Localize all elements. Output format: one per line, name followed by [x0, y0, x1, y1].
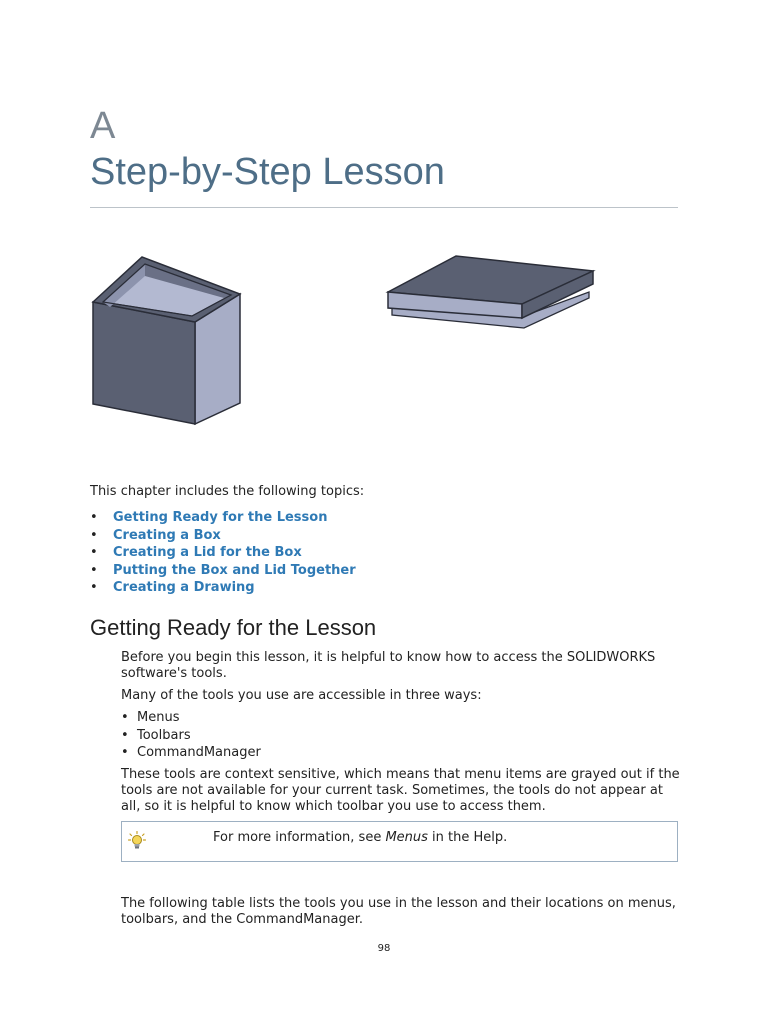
note-text-after: in the Help. — [427, 830, 508, 845]
topic-link-creating-drawing[interactable]: Creating a Drawing — [113, 580, 255, 595]
list-item — [90, 544, 356, 562]
list-item — [90, 527, 356, 545]
paragraph-three-ways: Many of the tools you use are accessible in three ways: — [121, 688, 482, 703]
way-commandmanager: CommandManager — [137, 745, 261, 760]
list-item — [121, 744, 261, 762]
title-divider — [90, 207, 678, 208]
lightbulb-icon — [128, 831, 146, 851]
topic-link-creating-box[interactable]: Creating a Box — [113, 527, 221, 543]
bullet: • — [90, 527, 98, 543]
note-text-before: For more information, see — [213, 830, 386, 845]
intro-text: This chapter includes the following topics: — [90, 484, 365, 499]
page-number: 98 — [377, 943, 391, 954]
bullet: • — [90, 562, 98, 578]
note-box — [121, 821, 678, 862]
paragraph-table-intro: The following table lists the tools you use in the lesson and their locations on menus, toolbars, and the CommandManager. — [121, 896, 676, 927]
paragraph-access-tools: Before you begin this lesson, it is helpful to know how to access the SOLIDWORKS software's tools. — [121, 650, 656, 681]
bullet: • — [121, 745, 129, 760]
list-item — [90, 509, 356, 527]
bullet: • — [90, 510, 98, 525]
paragraph-context-sensitive: These tools are context sensitive, which means that menu items are grayed out if the tools are not available for your current task. Sometimes, the tools do not appear at all, so it is helpful to know which toolbar you use to access them. — [121, 767, 680, 814]
topics-list — [90, 509, 356, 597]
list-item — [90, 579, 356, 597]
topic-link-getting-ready[interactable]: Getting Ready for the Lesson — [113, 510, 328, 525]
bullet: • — [121, 710, 129, 725]
topic-link-creating-lid[interactable]: Creating a Lid for the Box — [113, 545, 302, 560]
box-model-illustration — [88, 252, 248, 430]
note-text — [213, 830, 507, 846]
bullet: • — [121, 727, 129, 743]
bullet: • — [90, 580, 98, 595]
list-item — [121, 727, 261, 745]
lid-model-illustration — [384, 252, 598, 332]
topic-link-putting-together[interactable]: Putting the Box and Lid Together — [113, 562, 356, 578]
bullet: • — [90, 545, 98, 560]
list-item — [90, 562, 356, 580]
section-heading: Getting Ready for the Lesson — [90, 615, 377, 640]
ways-list — [121, 709, 261, 762]
chapter-title: Step-by-Step Lesson — [90, 151, 445, 193]
way-toolbars: Toolbars — [137, 727, 191, 743]
list-item — [121, 709, 261, 727]
chapter-letter: A — [90, 105, 116, 147]
way-menus: Menus — [137, 710, 180, 725]
note-menus-reference: Menus — [385, 830, 428, 845]
